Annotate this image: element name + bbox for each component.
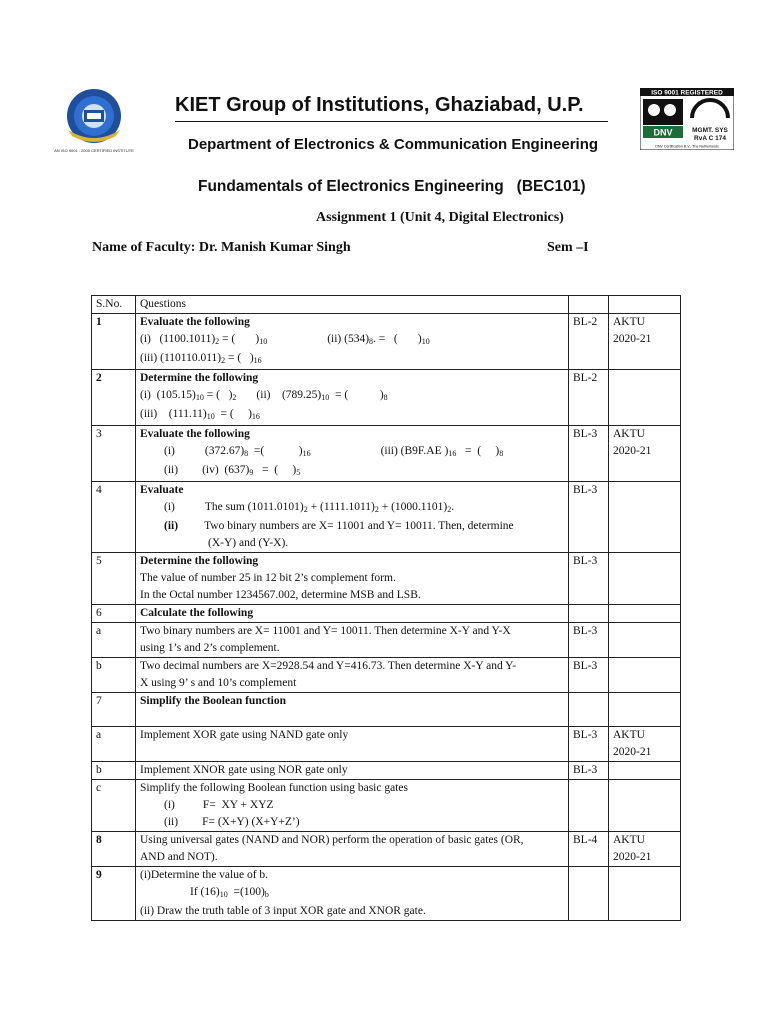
question-title: Evaluate: [140, 484, 184, 496]
table-row: [92, 780, 681, 832]
question-cell: [136, 623, 569, 658]
question-cell: [136, 314, 569, 370]
sno-header: S.No.: [92, 296, 136, 314]
question-title: Determine the following: [140, 372, 259, 384]
source-cell: AKTU 2020-21: [609, 314, 681, 370]
table-row: [92, 553, 681, 605]
question-cell: [136, 832, 569, 867]
course-title: Fundamentals of Electronics Engineering (BEC101): [198, 178, 586, 195]
source-cell: AKTU 2020-21: [609, 426, 681, 482]
table-row: [92, 482, 681, 553]
question-cell: Implement XNOR gate using NOR gate only: [136, 762, 569, 780]
table-row: [92, 426, 681, 482]
bloom-level: BL-3: [569, 482, 609, 553]
mgmt-label: MGMT. SYS: [692, 127, 728, 134]
table-row: [92, 370, 681, 426]
question-title: Calculate the following: [136, 605, 569, 623]
question-line: (i) $(372.67)_8$ =( )$_{16}$ (iii) (B9F.AE )$_{16}$ = ( )$_8$: [164, 445, 504, 458]
question-line: AND and NOT).: [140, 851, 218, 863]
question-line: Simplify the following Boolean function using basic gates: [140, 782, 408, 794]
question-line: Two decimal numbers are X=2928.54 and Y=416.73. Then determine X-Y and Y-: [140, 660, 517, 672]
question-number: 9: [92, 867, 136, 921]
question-number: a: [92, 727, 136, 762]
question-line: Using universal gates (NAND and NOR) perform the operation of basic gates (OR,: [140, 834, 524, 846]
question-line: (X-Y) and (Y-X).: [208, 537, 289, 549]
question-title: Simplify the Boolean function: [136, 693, 569, 727]
bloom-level: BL-3: [569, 623, 609, 658]
table-row: [92, 314, 681, 370]
source-cell: AKTU 2020-21: [609, 727, 681, 762]
assignment-title: Assignment 1 (Unit 4, Digital Electronics): [316, 210, 564, 225]
bloom-level: BL-3: [569, 727, 609, 762]
source-cell: AKTU 2020-21: [609, 832, 681, 867]
question-number: 6: [92, 605, 136, 623]
question-line: using 1’s and 2’s complement.: [140, 642, 280, 654]
question-number: 8: [92, 832, 136, 867]
table-row: [92, 623, 681, 658]
question-line: (iii) $(111.11)_{10}$ = ( )$_{16}$: [140, 408, 260, 421]
table-row: [92, 727, 681, 762]
table-header-row: [92, 296, 681, 314]
question-number: 1: [92, 314, 136, 370]
question-line: (ii) Draw the truth table of 3 input XOR gate and XNOR gate.: [140, 905, 426, 917]
bloom-level: BL-3: [569, 553, 609, 605]
rva-label: RvA C 174: [694, 135, 726, 142]
question-cell: [136, 658, 569, 693]
table-row: [92, 867, 681, 921]
question-cell: [136, 780, 569, 832]
question-line: (i) $(105.15)_{10}$ = ( )$_2$ (ii) $(789.25)_{10}$ = ( )$_8$: [140, 389, 388, 402]
question-line: (ii) (iv) $(637)_9$ = ( )$_5$: [164, 464, 301, 477]
question-line: (i) F= XY + XYZ: [164, 799, 274, 811]
question-cell: Implement XOR gate using NAND gate only: [136, 727, 569, 762]
question-title: Evaluate the following: [140, 316, 250, 328]
question-line: If $(16)_{10} =(100)_b$: [190, 886, 269, 899]
question-line: (ii) F= (X+Y) (X+Y+Z’): [164, 816, 300, 828]
question-line: (iii) $(110110.011)_2$ = ( )$_{16}$: [140, 352, 262, 365]
question-line: X using 9’ s and 10’s complement: [140, 677, 297, 689]
question-line: (i)Determine the value of b.: [140, 869, 269, 881]
bloom-level: BL-2: [569, 314, 609, 370]
kiet-logo: [46, 86, 142, 160]
question-line: (i) $(1100.1011)_2$ = ( )$_{10}$ (ii) $(534)_8$. = ( )$_{10}$: [140, 333, 430, 346]
institution-title: KIET Group of Institutions, Ghaziabad, U.P.: [175, 94, 584, 116]
question-line: Two binary numbers are X= 11001 and Y= 10011. Then determine X-Y and Y-X: [140, 625, 511, 637]
bloom-level: BL-2: [569, 370, 609, 426]
question-cell: [136, 370, 569, 426]
question-cell: [136, 553, 569, 605]
question-number: 5: [92, 553, 136, 605]
dnv-footer: DNV Certification B.V., The Netherlands: [655, 144, 719, 149]
logo-caption: AN ISO 9001 : 2000 CERTIFIED INSTITUTE: [54, 148, 134, 153]
questions-header: Questions: [136, 296, 569, 314]
table-row: [92, 605, 681, 623]
question-number: a: [92, 623, 136, 658]
iso-certification-logo: [640, 88, 734, 150]
iso-banner: ISO 9001 REGISTERED: [651, 89, 723, 97]
question-line: In the Octal number 1234567.002, determine MSB and LSB.: [140, 589, 421, 601]
question-number: 4: [92, 482, 136, 553]
question-cell: [136, 426, 569, 482]
question-number: c: [92, 780, 136, 832]
bloom-level: BL-4: [569, 832, 609, 867]
semester-label: Sem –I: [547, 240, 589, 255]
question-number: 3: [92, 426, 136, 482]
question-number: b: [92, 658, 136, 693]
question-cell: [136, 867, 569, 921]
bloom-level: BL-3: [569, 658, 609, 693]
question-number: b: [92, 762, 136, 780]
table-row: [92, 832, 681, 867]
question-cell: [136, 482, 569, 553]
question-number: 7: [92, 693, 136, 727]
bloom-level: BL-3: [569, 762, 609, 780]
question-line: The value of number 25 in 12 bit 2’s complement form.: [140, 572, 396, 584]
title-underline: [175, 121, 608, 122]
faculty-name: Name of Faculty: Dr. Manish Kumar Singh: [92, 240, 351, 255]
question-number: 2: [92, 370, 136, 426]
question-line: (ii) Two binary numbers are X= 11001 and Y= 10011. Then, determine: [164, 520, 514, 532]
table-row: [92, 762, 681, 780]
table-row: [92, 658, 681, 693]
department-title: Department of Electronics & Communication Engineering: [188, 136, 599, 153]
table-row: [92, 693, 681, 727]
questions-table: [91, 295, 681, 921]
bloom-level: BL-3: [569, 426, 609, 482]
question-title: Evaluate the following: [140, 428, 250, 440]
question-line: (i) The sum $(1011.0101)_2 + (1111.1011)_2 + (1000.1101)_2$.: [164, 501, 455, 514]
dnv-mark: DNV: [653, 127, 673, 138]
question-title: Determine the following: [140, 555, 259, 567]
